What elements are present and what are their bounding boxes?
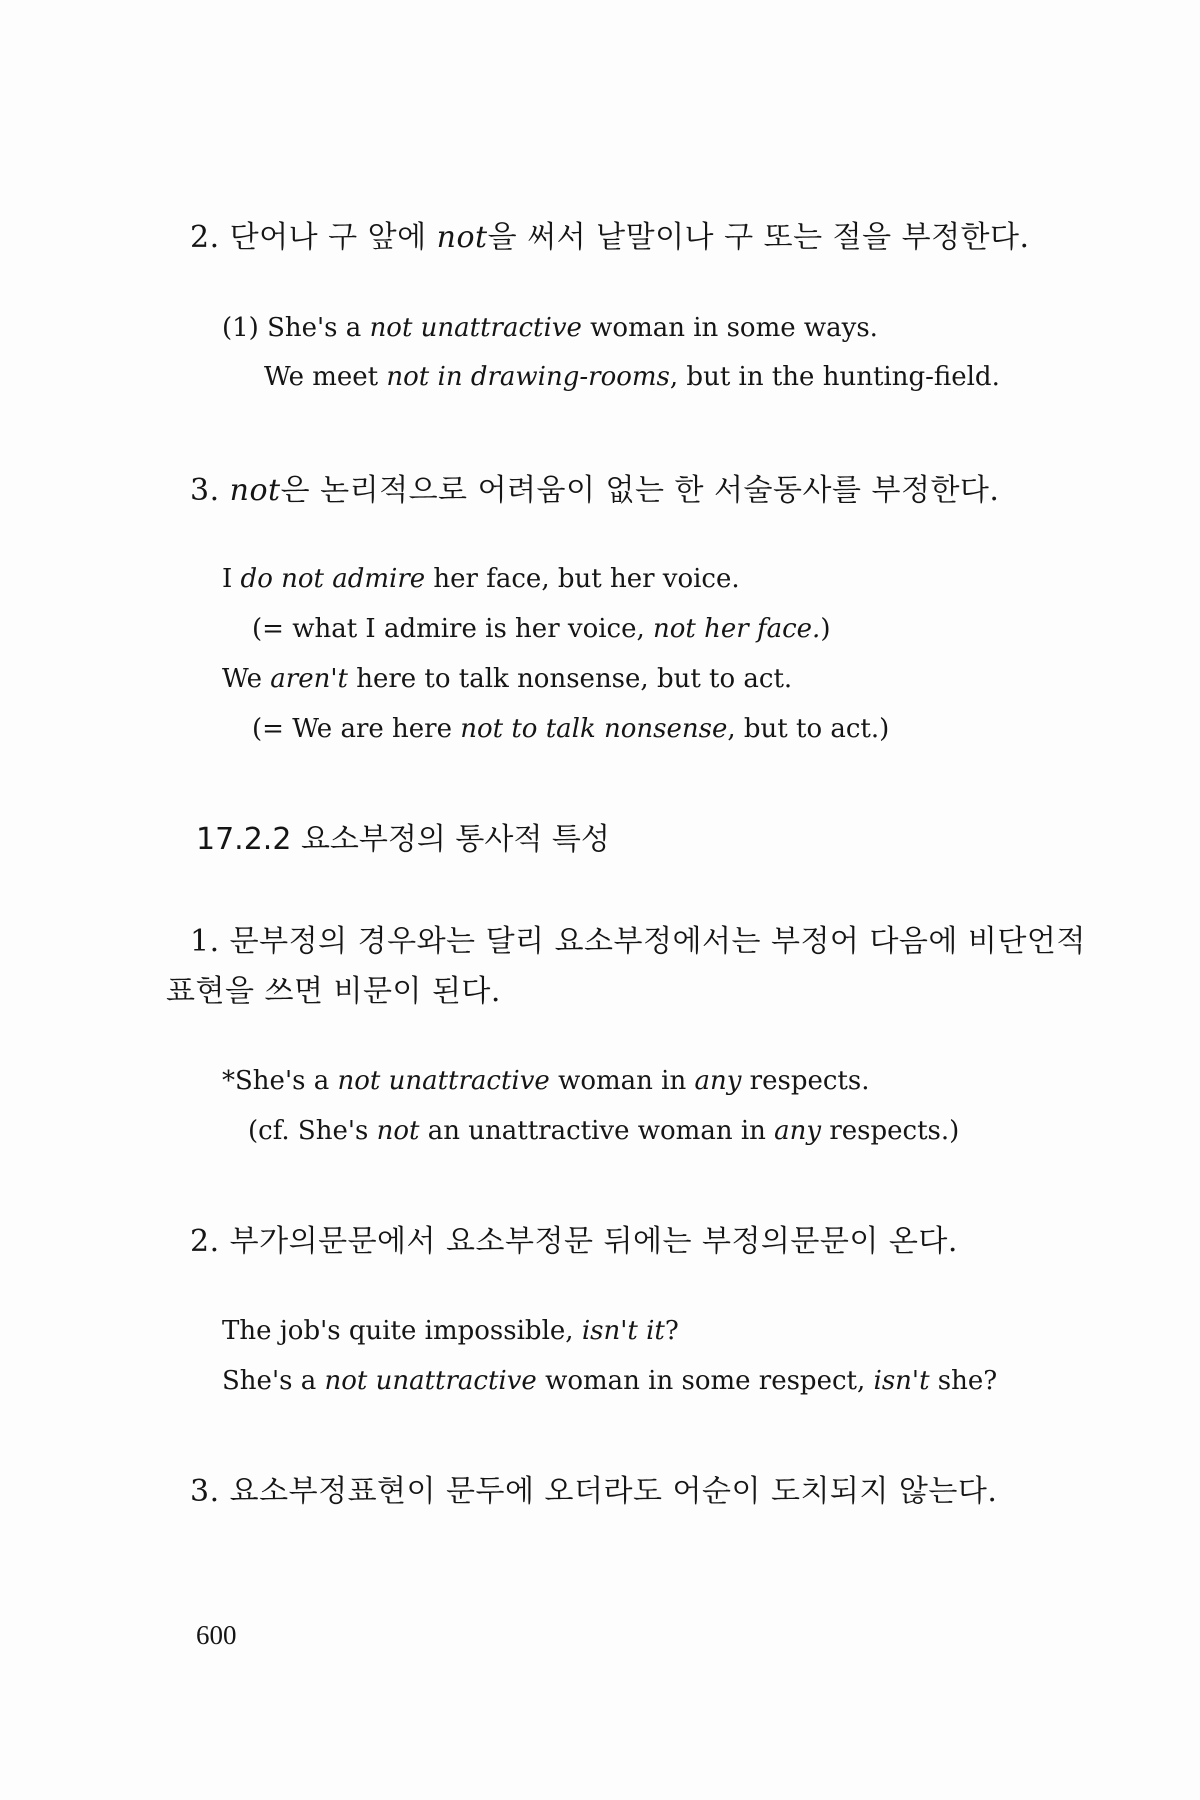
example-text: She's a: [222, 1366, 325, 1396]
example-emphasis: not to talk nonsense: [460, 714, 728, 744]
example-emphasis: aren't: [270, 664, 348, 694]
example-emphasis: any: [694, 1066, 742, 1096]
example-emphasis: isn't it: [581, 1316, 665, 1346]
example-emphasis: isn't: [873, 1366, 930, 1396]
example-text: *She's a: [222, 1066, 338, 1096]
example-text: her face, but her voice.: [425, 564, 740, 594]
paragraph-line: 3. 요소부정표현이 문두에 오더라도 어순이 도치되지 않는다.: [190, 1474, 998, 1509]
heading-emphasis: not: [229, 473, 281, 508]
heading-text: 을 써서 낱말이나 구 또는 절을 부정한다.: [487, 220, 1030, 255]
example-emphasis: not her face.: [653, 614, 821, 644]
example-text: We meet: [264, 362, 387, 392]
example-text: here to talk nonsense, but to act.: [347, 664, 793, 694]
example-text: , but to act.): [727, 714, 890, 744]
example-text: (1) She's a: [222, 313, 370, 343]
heading-text: 은 논리적으로 어려움이 없는 한 서술동사를 부정한다.: [280, 473, 1000, 508]
example-line: [248, 1116, 959, 1146]
section-title: 17.2.2 요소부정의 통사적 특성: [196, 822, 610, 857]
example-emphasis: not unattractive: [324, 1366, 537, 1396]
example-emphasis: not: [376, 1116, 420, 1146]
example-text: she?: [929, 1366, 998, 1396]
example-emphasis: do not admire: [240, 564, 426, 594]
example-text: ?: [664, 1316, 679, 1346]
example-text: woman in: [549, 1066, 695, 1096]
example-line: [222, 313, 878, 343]
example-text: We: [222, 664, 271, 694]
heading-emphasis: not: [436, 220, 488, 255]
example-line: [222, 1316, 679, 1346]
example-text: ): [820, 614, 831, 644]
paragraph-line: 2. 부가의문문에서 요소부정문 뒤에는 부정의문문이 온다.: [190, 1224, 958, 1259]
heading-text: 3.: [190, 473, 230, 508]
heading-not-before-word: [190, 212, 1030, 256]
example-line: [252, 714, 889, 744]
example-text: respects.: [741, 1066, 870, 1096]
example-text: I: [222, 564, 241, 594]
example-text: an unattractive woman in: [419, 1116, 775, 1146]
example-text: respects.): [821, 1116, 960, 1146]
example-line: [222, 664, 792, 694]
example-text: (= We are here: [252, 714, 461, 744]
example-line: [222, 1066, 870, 1096]
example-emphasis: any: [774, 1116, 822, 1146]
example-text: , but in the hunting-field.: [669, 362, 1000, 392]
example-text: woman in some respect,: [536, 1366, 874, 1396]
example-line: [264, 362, 1000, 392]
paragraph-line: 표현을 쓰면 비문이 된다.: [166, 974, 501, 1009]
example-text: The job's quite impossible,: [222, 1316, 582, 1346]
example-line: [222, 564, 740, 594]
example-text: (cf. She's: [248, 1116, 377, 1146]
paragraph-line: 1. 문부정의 경우와는 달리 요소부정에서는 부정어 다음에 비단언적: [190, 924, 1086, 959]
heading-not-logic: [190, 465, 999, 509]
example-line: [252, 614, 830, 644]
example-emphasis: not unattractive: [369, 313, 582, 343]
example-text: (= what I admire is her voice,: [252, 614, 654, 644]
example-text: woman in some ways.: [581, 313, 878, 343]
example-emphasis: not in drawing-rooms: [386, 362, 670, 392]
example-emphasis: not unattractive: [337, 1066, 550, 1096]
page-number: 600: [196, 1620, 237, 1650]
example-line: [222, 1366, 997, 1396]
heading-text: 2. 단어나 구 앞에: [190, 220, 437, 255]
